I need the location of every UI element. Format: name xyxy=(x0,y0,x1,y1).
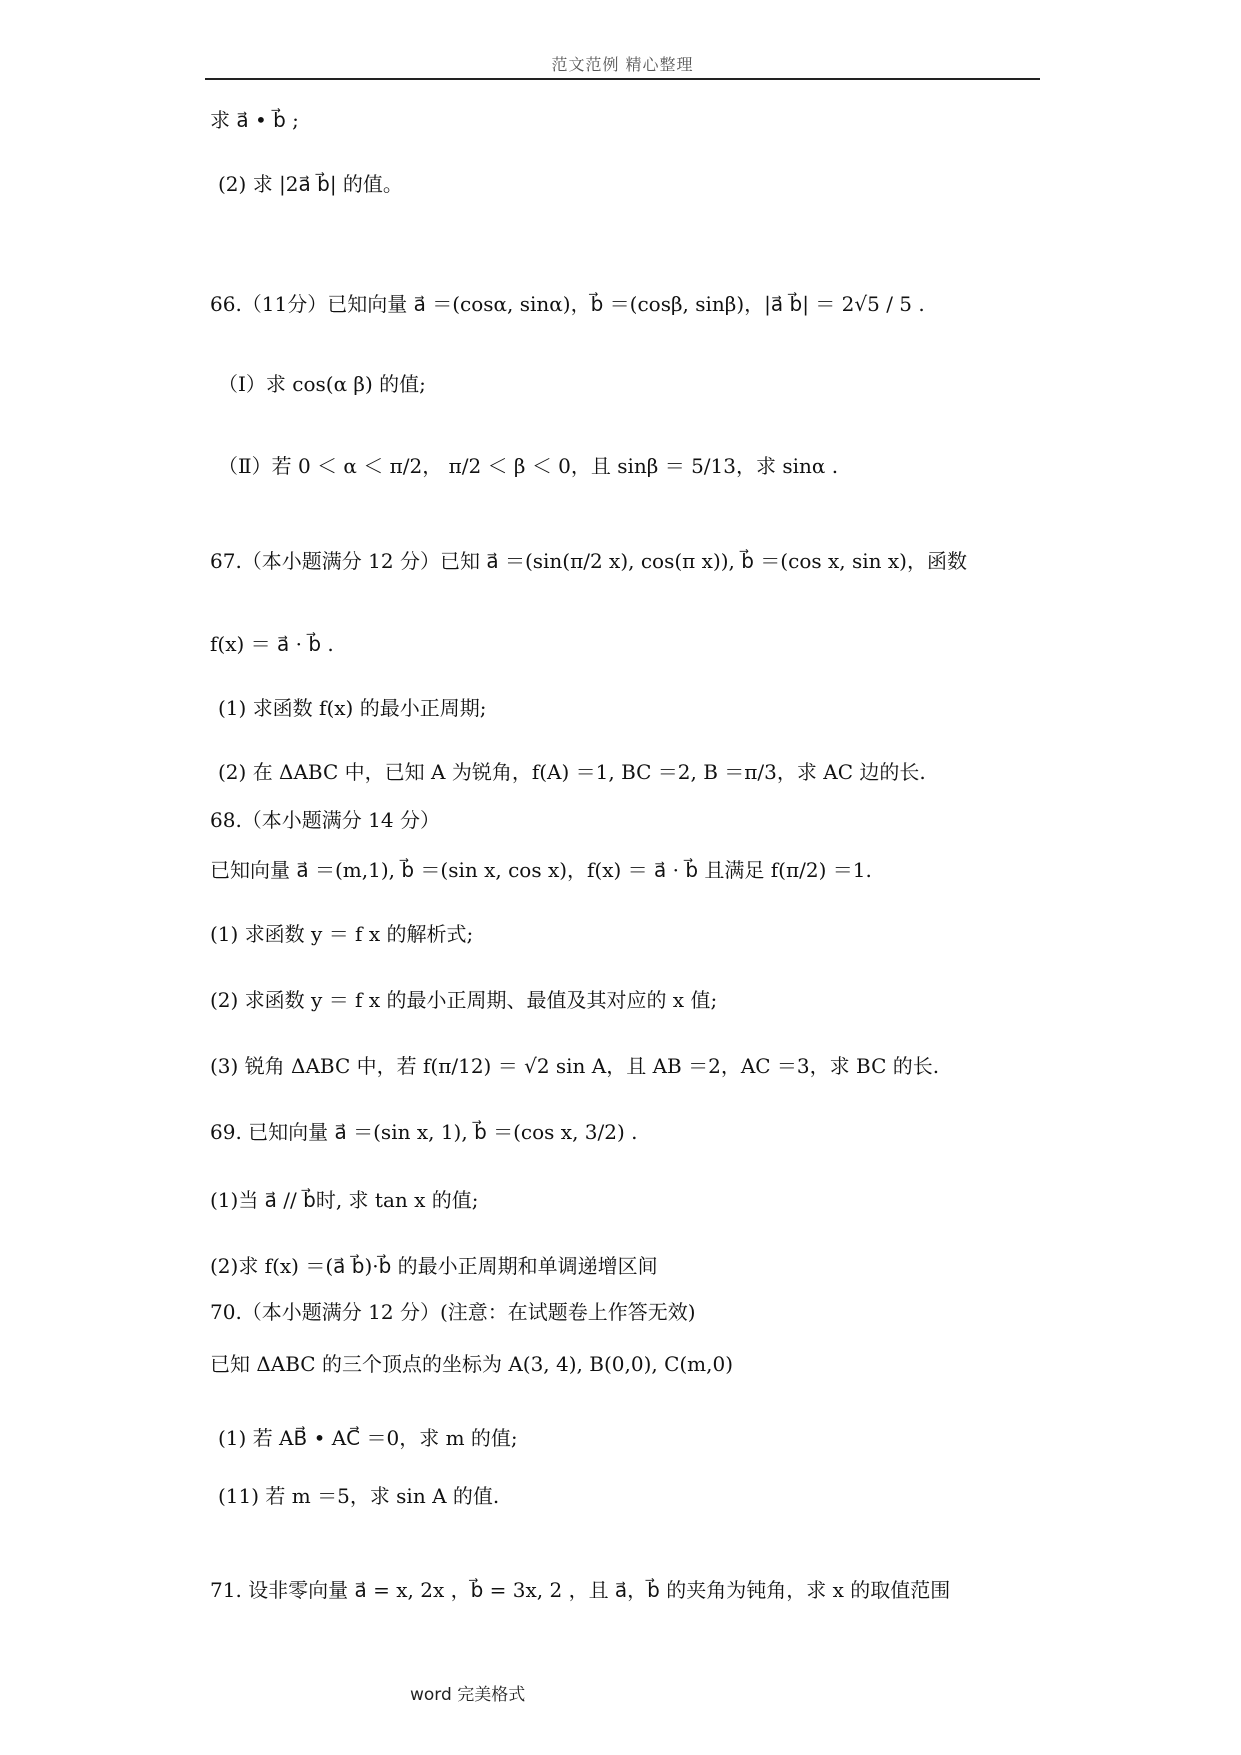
problem-70: 70.（本小题满分 12 分）(注意：在试题卷上作答无效) xyxy=(210,1300,696,1324)
problem-66: 66.（11分）已知向量 a⃗ ＝(cosα, sinα)，b⃗ ＝(cosβ, sinβ)，|a⃗ b⃗| ＝ 2√5 / 5 . xyxy=(210,292,925,316)
problem-67-part-1: (1) 求函数 f(x) 的最小正周期; xyxy=(218,696,487,720)
header-divider xyxy=(205,78,1040,80)
problem-68-given: 已知向量 a⃗ ＝(m,1), b⃗ ＝(sin x, cos x)，f(x) ＝ a⃗ · b⃗ 且满足 f(π/2) ＝1. xyxy=(210,858,872,882)
problem-69: 69. 已知向量 a⃗ ＝(sin x, 1), b⃗ ＝(cos x, 3/2) . xyxy=(210,1120,638,1144)
problem-70-part-2: (11) 若 m ＝5，求 sin A 的值. xyxy=(218,1484,500,1508)
problem-67: 67.（本小题满分 12 分）已知 a⃗ ＝(sin(π/2 x), cos(π x)), b⃗ ＝(cos x, sin x)，函数 xyxy=(210,549,967,573)
problem-70-given: 已知 ΔABC 的三个顶点的坐标为 A(3, 4), B(0,0), C(m,0) xyxy=(210,1352,734,1376)
page-footer: word 完美格式 xyxy=(410,1685,526,1705)
problem-66-part-2: （Ⅱ）若 0 ＜ α ＜ π/2， π/2 ＜ β ＜ 0，且 sinβ ＝ 5/13，求 sinα . xyxy=(218,454,839,478)
problem-68: 68.（本小题满分 14 分） xyxy=(210,808,440,832)
problem-71: 71. 设非零向量 a⃗ = x, 2x ，b⃗ = 3x, 2 ，且 a⃗，b⃗ 的夹角为钝角，求 x 的取值范围 xyxy=(210,1578,951,1602)
problem-67-part-2: (2) 在 ΔABC 中，已知 A 为锐角，f(A) ＝1, BC ＝2, B ＝π/3，求 AC 边的长. xyxy=(218,760,926,784)
problem-67-function: f(x) ＝ a⃗ · b⃗ . xyxy=(210,632,334,656)
text-line-1: 求 a⃗ • b⃗ ; xyxy=(210,108,299,132)
problem-66-part-1: （Ⅰ）求 cos(α β) 的值; xyxy=(218,372,426,396)
problem-70-part-1: (1) 若 AB⃗ • AC⃗ ＝0，求 m 的值; xyxy=(218,1426,518,1450)
problem-68-part-1: (1) 求函数 y ＝ f x 的解析式; xyxy=(210,922,474,946)
problem-68-part-2: (2) 求函数 y ＝ f x 的最小正周期、最值及其对应的 x 值; xyxy=(210,988,718,1012)
problem-68-part-3: (3) 锐角 ΔABC 中，若 f(π/12) ＝ √2 sin A，且 AB ＝2，AC ＝3，求 BC 的长. xyxy=(210,1054,940,1078)
page-header: 范文范例 精心整理 xyxy=(551,55,694,74)
problem-69-part-1: (1)当 a⃗ // b⃗时, 求 tan x 的值; xyxy=(210,1188,479,1212)
problem-69-part-2: (2)求 f(x) ＝(a⃗ b⃗)·b⃗ 的最小正周期和单调递增区间 xyxy=(210,1254,658,1278)
text-line-2: (2) 求 |2a⃗ b⃗| 的值。 xyxy=(218,172,403,196)
